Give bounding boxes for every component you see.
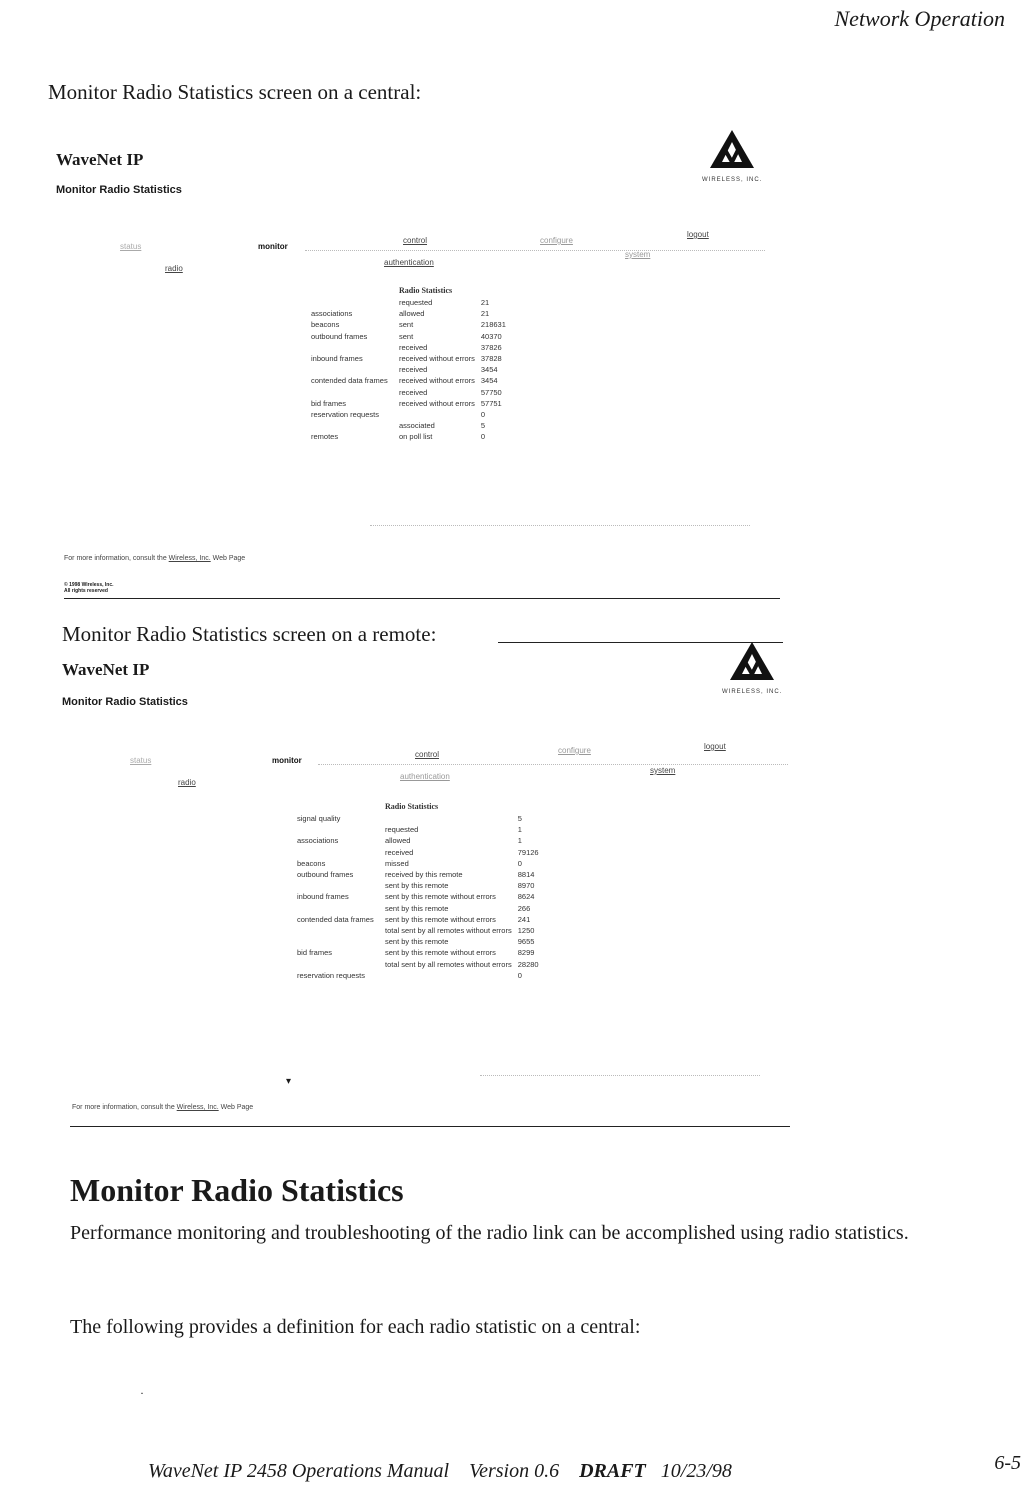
stat-category: outbound frames xyxy=(297,870,354,880)
nav-logout[interactable]: logout xyxy=(687,230,709,239)
stat-value: 218631 xyxy=(480,320,506,330)
nav-radio[interactable]: radio xyxy=(178,778,196,787)
stat-category: reservation requests xyxy=(311,409,379,419)
nav-radio[interactable]: radio xyxy=(165,264,183,273)
footer-link[interactable]: Wireless, Inc. xyxy=(168,555,211,562)
stat-row xyxy=(308,409,509,420)
stat-metric: on poll list xyxy=(399,432,433,442)
stat-category: beacons xyxy=(311,320,340,330)
stat-row xyxy=(308,387,509,398)
stat-category: reservation requests xyxy=(297,970,365,980)
stat-metric: received by this remote xyxy=(385,870,463,880)
stat-category: remotes xyxy=(311,432,339,442)
stat-metric xyxy=(382,970,515,981)
copyright-line-1: © 1998 Wireless, Inc. xyxy=(64,582,114,588)
nav-authentication[interactable]: authentication xyxy=(400,772,450,781)
table-title: Radio Statistics xyxy=(399,286,453,295)
stat-row xyxy=(308,342,509,353)
stat-category xyxy=(294,936,382,947)
remote-stats-table xyxy=(294,800,542,981)
stat-row xyxy=(308,353,509,364)
stat-metric: missed xyxy=(385,858,409,868)
stat-value: 21 xyxy=(480,298,490,308)
stat-category: contended data frames xyxy=(311,376,388,386)
stat-row xyxy=(308,297,509,308)
stat-metric: received xyxy=(399,387,428,397)
stat-row xyxy=(294,914,542,925)
stat-metric: requested xyxy=(399,298,433,308)
manual-title: WaveNet IP 2458 Operations Manual xyxy=(148,1460,450,1482)
stat-category xyxy=(294,925,382,936)
draft-label: DRAFT xyxy=(579,1460,646,1482)
stat-metric: sent xyxy=(399,331,414,341)
stat-category: associations xyxy=(311,309,353,319)
stat-value: 8299 xyxy=(517,948,535,958)
section-heading: Monitor Radio Statistics xyxy=(70,1172,404,1208)
app-subtitle-remote: Monitor Radio Statistics xyxy=(62,696,188,708)
stat-value: 79126 xyxy=(517,847,539,857)
central-footer-note xyxy=(64,555,245,562)
nav-system[interactable]: system xyxy=(625,250,651,259)
nav-bar xyxy=(120,230,770,273)
footer-suffix: Web Page xyxy=(212,555,246,562)
company-logo-remote xyxy=(722,640,782,695)
app-title: WaveNet IP xyxy=(56,150,144,169)
stat-row xyxy=(294,947,542,958)
stat-category: beacons xyxy=(297,858,326,868)
stat-row xyxy=(294,869,542,880)
stat-row xyxy=(308,331,509,342)
app-title-remote: WaveNet IP xyxy=(62,660,150,679)
caption-central: Monitor Radio Statistics screen on a central: xyxy=(48,80,422,104)
logo-text: WIRELESS, INC. xyxy=(702,177,763,183)
stat-value: 1 xyxy=(517,825,522,835)
stat-row xyxy=(308,319,509,330)
manual-version: Version 0.6 xyxy=(469,1460,560,1482)
stat-value: 3454 xyxy=(480,365,498,375)
stat-row xyxy=(308,364,509,375)
stat-category: bid frames xyxy=(311,398,347,408)
stat-category xyxy=(308,364,396,375)
stat-row xyxy=(294,891,542,902)
stat-value: 0 xyxy=(517,858,522,868)
stat-category: outbound frames xyxy=(311,331,368,341)
stat-value: 28280 xyxy=(517,959,539,969)
nav-status[interactable]: status xyxy=(130,756,152,765)
stat-value: 241 xyxy=(517,914,531,924)
caption-remote: Monitor Radio Statistics screen on a remote: xyxy=(62,622,437,646)
stat-category xyxy=(294,847,382,858)
nav-status[interactable]: status xyxy=(120,242,142,251)
stray-mark: · xyxy=(140,1386,144,1400)
stat-metric: sent by this remote xyxy=(385,903,449,913)
nav-bar-remote xyxy=(130,742,790,787)
cursor-mark: ▾ xyxy=(286,1076,292,1087)
stat-value: 0 xyxy=(480,409,486,419)
nav-configure[interactable]: configure xyxy=(558,746,591,755)
stat-category xyxy=(308,297,396,308)
stat-metric: received xyxy=(399,342,428,352)
stat-row xyxy=(294,858,542,869)
nav-control[interactable]: control xyxy=(403,236,428,245)
stat-metric: sent by this remote xyxy=(385,937,449,947)
stat-metric: sent by this remote without errors xyxy=(385,948,496,958)
footer-prefix: For more information, consult the xyxy=(64,555,167,562)
stat-row xyxy=(294,824,542,835)
stat-metric: associated xyxy=(399,421,435,431)
central-rule xyxy=(64,598,780,599)
stat-value: 37828 xyxy=(480,354,502,364)
stat-metric: total sent by all remotes without errors xyxy=(385,925,512,935)
nav-logout[interactable]: logout xyxy=(704,742,726,751)
stat-row xyxy=(294,958,542,969)
stat-category xyxy=(308,387,396,398)
wireless-logo-icon xyxy=(702,128,762,172)
remote-divider xyxy=(480,1075,760,1076)
stat-value: 266 xyxy=(517,903,531,913)
stat-category xyxy=(294,903,382,914)
stat-category: signal quality xyxy=(297,814,341,824)
stat-row xyxy=(294,880,542,891)
stat-value: 0 xyxy=(480,432,486,442)
footer-link[interactable]: Wireless, Inc. xyxy=(176,1104,219,1111)
stat-value: 8814 xyxy=(517,870,535,880)
app-subtitle: Monitor Radio Statistics xyxy=(56,184,182,196)
stat-row xyxy=(294,903,542,914)
stat-metric: received without errors xyxy=(399,376,475,386)
stat-metric: total sent by all remotes without errors xyxy=(385,959,512,969)
nav-divider xyxy=(305,250,765,251)
stat-value: 21 xyxy=(480,309,490,319)
nav-system[interactable]: system xyxy=(650,766,676,775)
nav-monitor[interactable]: monitor xyxy=(272,756,302,765)
stat-category xyxy=(308,420,396,431)
stat-value: 1250 xyxy=(517,925,535,935)
stat-metric: received xyxy=(385,847,414,857)
copyright xyxy=(64,582,114,594)
stat-value: 40370 xyxy=(480,331,502,341)
stat-row xyxy=(294,813,542,824)
stat-metric: sent by this remote xyxy=(385,881,449,891)
stat-metric: allowed xyxy=(399,309,425,319)
stat-category: associations xyxy=(297,836,339,846)
page-number: 6-5 xyxy=(994,1452,1021,1474)
stat-row xyxy=(308,308,509,319)
table-title: Radio Statistics xyxy=(385,802,439,811)
stat-row xyxy=(308,420,509,431)
footer-prefix: For more information, consult the xyxy=(72,1104,175,1111)
stat-category: bid frames xyxy=(297,948,333,958)
running-header: Network Operation xyxy=(834,6,1005,31)
stat-value: 0 xyxy=(517,970,522,980)
stat-value: 37826 xyxy=(480,342,502,352)
nav-authentication[interactable]: authentication xyxy=(384,258,434,267)
stat-row xyxy=(294,936,542,947)
logo-text-remote: WIRELESS, INC. xyxy=(722,689,783,695)
stat-value: 1 xyxy=(517,836,522,846)
stat-value: 5 xyxy=(517,814,522,824)
stat-row xyxy=(308,398,509,409)
nav-divider xyxy=(318,764,788,765)
section-paragraph-1: Performance monitoring and troubleshooting of the radio link can be accomplished using radio statistics. xyxy=(70,1222,909,1244)
footer-suffix: Web Page xyxy=(220,1104,254,1111)
stat-category xyxy=(308,342,396,353)
page-footer xyxy=(148,1460,732,1483)
stat-value: 8970 xyxy=(517,881,535,891)
stat-value: 9655 xyxy=(517,937,535,947)
remote-footer-note xyxy=(72,1104,253,1111)
manual-date: 10/23/98 xyxy=(660,1460,732,1482)
stat-metric: received xyxy=(399,365,428,375)
central-stats-table xyxy=(308,284,509,442)
stat-metric: sent by this remote without errors xyxy=(385,892,496,902)
stat-metric: allowed xyxy=(385,836,411,846)
section-paragraph-2: The following provides a definition for each radio statistic on a central: xyxy=(70,1316,641,1338)
stat-category xyxy=(294,824,382,835)
stat-row xyxy=(308,375,509,386)
stat-category: contended data frames xyxy=(297,914,374,924)
nav-control[interactable]: control xyxy=(415,750,440,759)
stat-category: inbound frames xyxy=(297,892,349,902)
stat-category: inbound frames xyxy=(311,354,363,364)
stat-row xyxy=(294,970,542,981)
stat-category xyxy=(294,958,382,969)
stat-row xyxy=(294,925,542,936)
central-divider xyxy=(370,525,750,526)
nav-monitor[interactable]: monitor xyxy=(258,242,288,251)
stat-value: 5 xyxy=(480,421,486,431)
stat-metric: sent xyxy=(399,320,414,330)
stat-value: 57751 xyxy=(480,398,502,408)
stat-metric: requested xyxy=(385,825,419,835)
stat-value: 57750 xyxy=(480,387,502,397)
wireless-logo-icon xyxy=(722,640,782,684)
stat-value: 3454 xyxy=(480,376,498,386)
stat-metric: received without errors xyxy=(399,398,475,408)
stat-row xyxy=(294,835,542,846)
stat-row xyxy=(294,847,542,858)
stat-metric: received without errors xyxy=(399,354,475,364)
stat-metric xyxy=(396,409,478,420)
stat-value: 8624 xyxy=(517,892,535,902)
copyright-line-2: All rights reserved xyxy=(64,588,108,594)
remote-rule xyxy=(70,1126,790,1127)
stat-metric xyxy=(382,813,515,824)
stat-row xyxy=(308,431,509,442)
nav-configure[interactable]: configure xyxy=(540,236,573,245)
stat-category xyxy=(294,880,382,891)
company-logo xyxy=(702,128,762,183)
stat-metric: sent by this remote without errors xyxy=(385,914,496,924)
